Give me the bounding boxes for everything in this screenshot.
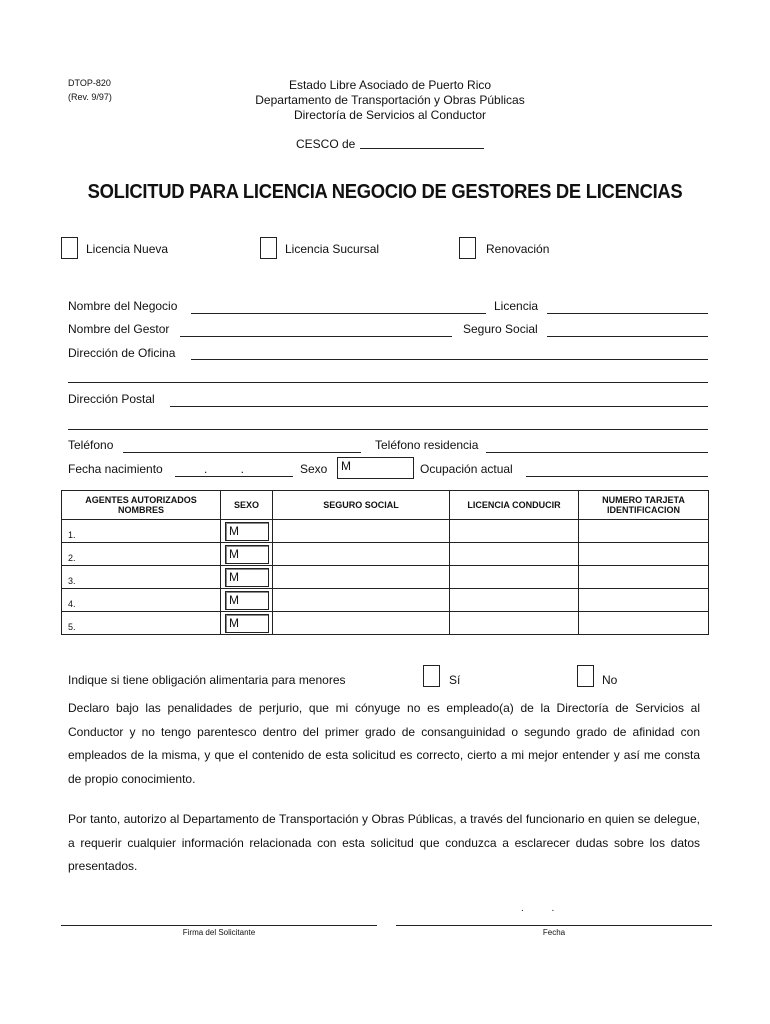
label-seguro-social: Seguro Social [463,322,538,336]
direccion-oficina-field[interactable] [191,359,708,360]
telefono-residencia-field[interactable] [486,452,708,453]
agent-tarjeta-cell[interactable] [579,566,709,589]
sexo-select[interactable]: M [337,457,414,479]
agent-sexo-cell [221,589,273,612]
label-direccion-oficina: Dirección de Oficina [68,346,176,360]
cesco-label: CESCO de [296,137,356,151]
agent-tarjeta-cell[interactable] [579,612,709,635]
agent-licencia-cell[interactable] [450,566,579,589]
label-licencia: Licencia [494,299,539,313]
agent-sexo-cell [221,543,273,566]
label-direccion-postal: Dirección Postal [68,392,155,406]
fecha-nacimiento-separators: . . [204,462,245,476]
agent-licencia-cell[interactable] [450,589,579,612]
checkbox-renovacion[interactable] [459,237,476,259]
header-numero-tarjeta: NUMERO TARJETA IDENTIFICACION [579,491,709,520]
fecha-nacimiento-field[interactable] [175,476,293,477]
label-telefono-residencia: Teléfono residencia [375,438,479,452]
agents-table-header [62,491,709,520]
fecha-line[interactable] [396,925,712,926]
firma-line[interactable] [61,925,377,926]
header-line-3: Directoría de Servicios al Conductor [293,108,487,122]
seguro-social-field[interactable] [547,336,708,337]
checkbox-obligation-no[interactable] [577,665,594,687]
label-telefono: Teléfono [68,438,114,452]
agent-name-cell[interactable] [62,543,221,566]
agent-name-cell[interactable] [62,612,221,635]
agent-ss-cell[interactable] [273,520,450,543]
header-seguro-social: SEGURO SOCIAL [273,491,450,520]
agent-name-cell[interactable] [62,566,221,589]
row-number: 1. [68,530,76,540]
agent-sexo-cell [221,566,273,589]
table-row [62,612,709,635]
agent-name-cell[interactable] [62,520,221,543]
agent-sexo-select[interactable]: M [225,614,269,633]
agent-tarjeta-cell[interactable] [579,520,709,543]
agent-sexo-cell [221,612,273,635]
licencia-field[interactable] [547,313,708,314]
table-row [62,543,709,566]
page-title: SOLICITUD PARA LICENCIA NEGOCIO DE GESTORES DE LICENCIAS [87,181,683,203]
agent-ss-cell[interactable] [273,589,450,612]
label-nombre-gestor: Nombre del Gestor [68,322,170,336]
label-renovacion: Renovación [486,242,550,256]
declaration-paragraph: Declaro bajo las penalidades de perjurio, que mi cónyuge no es empleado(a) de la Directoría de Servicios al Conductor y no tengo parentesco dentro del primer grado de consanguinidad o segundo grado de afinidad con empleados de la misma, y que el contenido de esta solicitud es correcto, cierto a mi mejor entender y así me consta de propio conocimiento. [68,701,700,786]
agent-sexo-select[interactable]: M [225,522,269,541]
label-ocupacion: Ocupación actual [420,462,513,476]
direccion-postal-field[interactable] [170,406,708,407]
row-number: 2. [68,553,76,563]
agent-tarjeta-cell[interactable] [579,543,709,566]
label-fecha: Fecha [542,928,566,937]
agent-tarjeta-cell[interactable] [579,589,709,612]
table-row [62,589,709,612]
agent-ss-cell[interactable] [273,543,450,566]
label-obligation-yes: Sí [449,673,461,687]
agent-sexo-select[interactable]: M [225,591,269,610]
agent-licencia-cell[interactable] [450,520,579,543]
agents-table [61,490,709,635]
agent-name-cell[interactable] [62,589,221,612]
table-row [62,566,709,589]
nombre-negocio-field[interactable] [191,313,486,314]
agent-ss-cell[interactable] [273,612,450,635]
row-number: 5. [68,622,76,632]
fecha-separators: . . [521,903,555,914]
agent-sexo-select[interactable]: M [225,545,269,564]
label-licencia-nueva: Licencia Nueva [86,242,169,256]
checkbox-licencia-sucursal[interactable] [260,237,277,259]
nombre-gestor-field[interactable] [180,336,452,337]
label-obligation-no: No [602,673,618,687]
header-licencia-conducir: LICENCIA CONDUCIR [450,491,579,520]
label-licencia-sucursal: Licencia Sucursal [285,242,380,256]
agent-sexo-cell [221,520,273,543]
agent-ss-cell[interactable] [273,566,450,589]
form-revision: (Rev. 9/97) [68,92,112,102]
row-number: 4. [68,599,76,609]
label-sexo: Sexo [300,462,328,476]
checkbox-licencia-nueva[interactable] [61,237,78,259]
telefono-field[interactable] [123,452,361,453]
direccion-postal-field-2[interactable] [68,429,708,430]
agent-sexo-select[interactable]: M [225,568,269,587]
agent-licencia-cell[interactable] [450,543,579,566]
obligation-question: Indique si tiene obligación alimentaria para menores [68,673,346,687]
authorization-paragraph: Por tanto, autorizo al Departamento de Transportación y Obras Públicas, a través del funcionario en quien se delegue, a requerir cualquier información relacionada con esta solicitud que conduzca a esclarecer dudas sobre los datos presentados. [68,812,700,873]
header-agentes: AGENTES AUTORIZADOS NOMBRES [62,491,221,520]
label-fecha-nacimiento: Fecha nacimiento [68,462,163,476]
label-nombre-negocio: Nombre del Negocio [68,299,178,313]
checkbox-obligation-yes[interactable] [423,665,440,687]
ocupacion-field[interactable] [526,476,708,477]
header-sexo: SEXO [221,491,273,520]
form-code: DTOP-820 [68,78,111,88]
header-line-2: Departamento de Transportación y Obras Públicas [255,93,525,107]
table-row [62,520,709,543]
label-firma: Firma del Solicitante [182,928,256,937]
direccion-oficina-field-2[interactable] [68,382,708,383]
agent-licencia-cell[interactable] [450,612,579,635]
row-number: 3. [68,576,76,586]
header-line-1: Estado Libre Asociado de Puerto Rico [288,78,492,92]
cesco-field[interactable] [360,148,484,149]
